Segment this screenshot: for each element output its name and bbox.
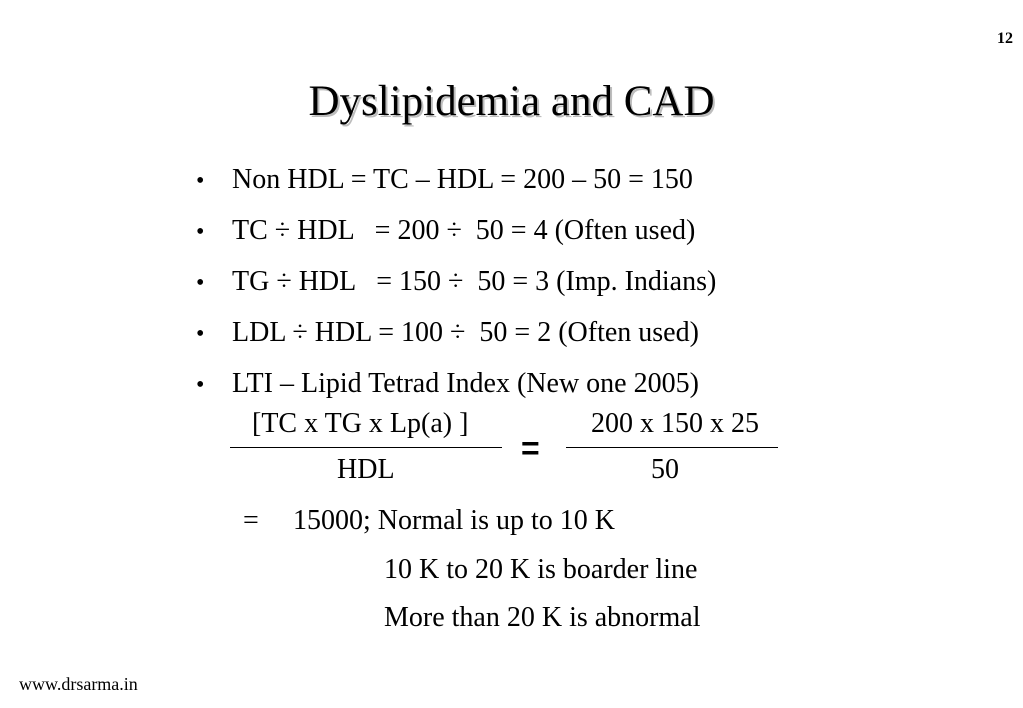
bullet-item-tg-hdl-ratio [196,257,716,308]
footer-website-url: www.drsarma.in [19,674,138,694]
bullet-text: LDL ÷ HDL = 100 ÷ 50 = 2 (Often used) [232,317,699,348]
bullet-icon: • [196,270,205,296]
result-normal-range: 15000; Normal is up to 10 K [293,505,615,536]
bullet-item-ldl-hdl-ratio [196,308,716,359]
formula-left-denominator: HDL [337,454,395,485]
bullet-icon: • [196,372,205,398]
bullet-list [196,155,716,410]
formula-right-denominator: 50 [651,454,679,485]
formula-left-fraction-bar [230,447,502,448]
bullet-item-non-hdl [196,155,716,206]
bullet-item-tc-hdl-ratio [196,206,716,257]
bullet-icon: • [196,168,205,194]
bullet-text: LTI – Lipid Tetrad Index (New one 2005) [232,368,699,399]
bullet-icon: • [196,321,205,347]
formula-equals-sign: = [521,430,540,466]
bullet-icon: • [196,219,205,245]
bullet-text: TG ÷ HDL = 150 ÷ 50 = 3 (Imp. Indians) [232,266,717,297]
slide-title: Dyslipidemia and CAD [308,78,715,125]
bullet-item-lti [196,359,716,410]
formula-right-numerator: 200 x 150 x 25 [591,408,759,439]
slide-number: 12 [997,30,1013,47]
bullet-text: TC ÷ HDL = 200 ÷ 50 = 4 (Often used) [232,215,696,246]
result-equals-prefix: = [243,505,259,536]
bullet-text: Non HDL = TC – HDL = 200 – 50 = 150 [232,164,693,195]
result-abnormal-range: More than 20 K is abnormal [384,602,701,633]
result-borderline-range: 10 K to 20 K is boarder line [384,554,698,585]
formula-right-fraction-bar [566,447,778,448]
formula-left-numerator: [TC x TG x Lp(a) ] [252,408,469,439]
